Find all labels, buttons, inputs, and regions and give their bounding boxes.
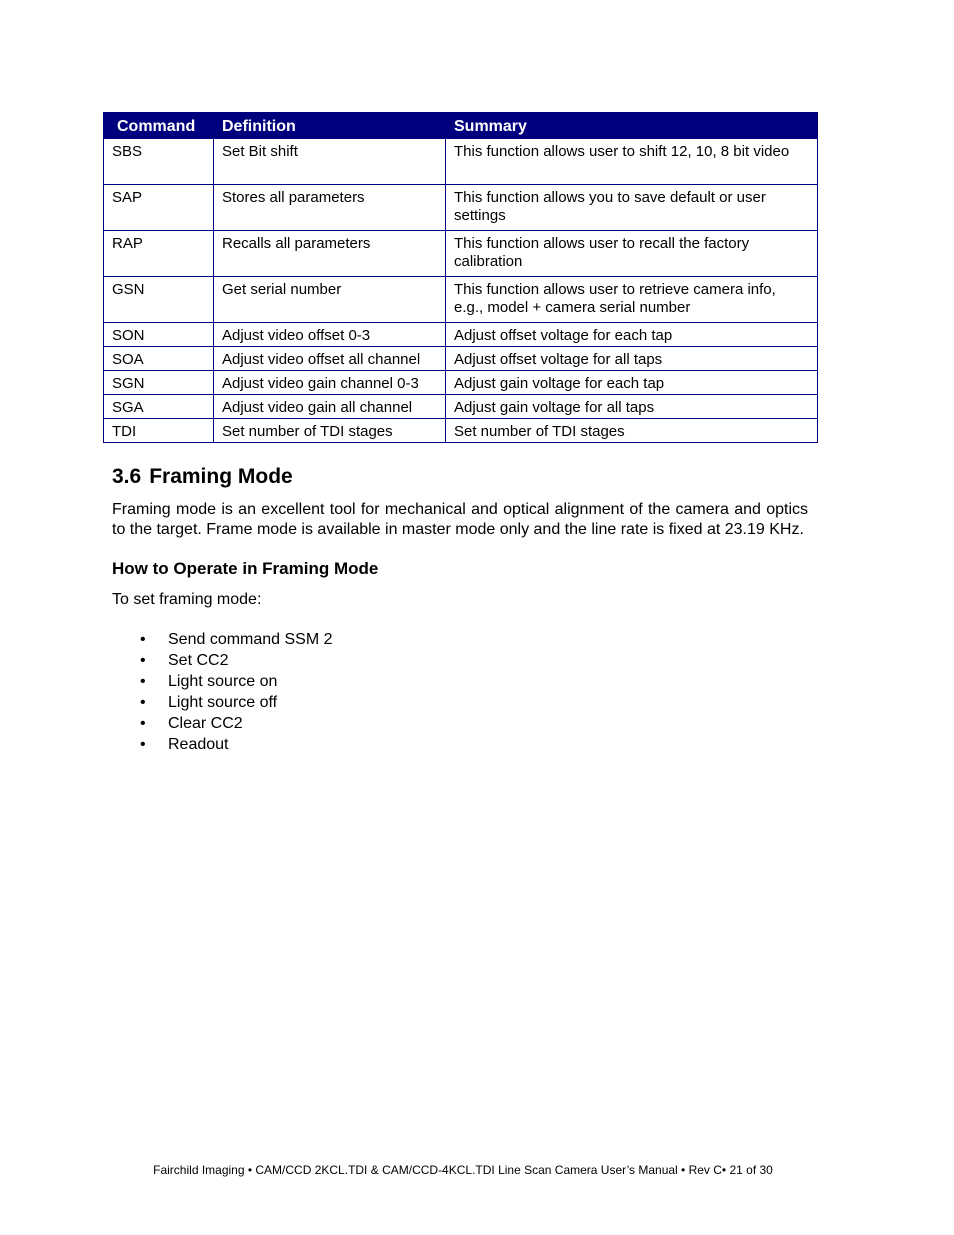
table-row: [104, 231, 818, 277]
table-row: [104, 347, 818, 371]
steps-list: [140, 629, 333, 755]
cell-summary: This function allows you to save default or user settings: [446, 185, 818, 231]
section-title: Framing Mode: [149, 465, 293, 488]
cell-definition: Adjust video gain all channel: [214, 395, 446, 419]
cell-command: SAP: [104, 185, 214, 231]
cell-command: SON: [104, 323, 214, 347]
bullet-icon: •: [140, 631, 146, 648]
bullet-icon: •: [140, 694, 146, 711]
table-row: [104, 323, 818, 347]
step-text: Clear CC2: [168, 715, 243, 732]
list-item: [140, 734, 333, 755]
header-summary: Summary: [446, 113, 818, 139]
cell-definition: Adjust video offset 0-3: [214, 323, 446, 347]
list-item: [140, 629, 333, 650]
table-row: [104, 419, 818, 443]
steps-intro: To set framing mode:: [112, 591, 262, 608]
section-paragraph: Framing mode is an excellent tool for mechanical and optical alignment of the camera and optics to the target. Frame mode is available in master mode only and the line rate is fixed at 23.19 KHz.: [112, 501, 808, 538]
header-definition: Definition: [214, 113, 446, 139]
cell-command: SBS: [104, 139, 214, 185]
cell-summary: Adjust gain voltage for each tap: [446, 371, 818, 395]
cell-command: RAP: [104, 231, 214, 277]
table-row: [104, 371, 818, 395]
bullet-icon: •: [140, 736, 146, 753]
list-item: [140, 713, 333, 734]
cell-definition: Get serial number: [214, 277, 446, 323]
cell-command: TDI: [104, 419, 214, 443]
step-text: Set CC2: [168, 652, 229, 669]
bullet-icon: •: [140, 673, 146, 690]
cell-summary: Adjust gain voltage for all taps: [446, 395, 818, 419]
table-row: [104, 277, 818, 323]
cell-command: SOA: [104, 347, 214, 371]
cell-definition: Set number of TDI stages: [214, 419, 446, 443]
command-table: [103, 112, 818, 443]
table-row: [104, 395, 818, 419]
cell-command: GSN: [104, 277, 214, 323]
cell-summary: Adjust offset voltage for all taps: [446, 347, 818, 371]
cell-definition: Recalls all parameters: [214, 231, 446, 277]
list-item: [140, 650, 333, 671]
cell-command: SGN: [104, 371, 214, 395]
bullet-icon: •: [140, 652, 146, 669]
cell-definition: Set Bit shift: [214, 139, 446, 185]
page-footer: Fairchild Imaging • CAM/CCD 2KCL.TDI & CAM/CCD-4KCL.TDI Line Scan Camera User’s Manual • Rev C• 21 of 30: [153, 1163, 773, 1177]
cell-summary: Set number of TDI stages: [446, 419, 818, 443]
step-text: Light source on: [168, 673, 278, 690]
cell-summary: This function allows user to shift 12, 10, 8 bit video: [446, 139, 818, 185]
step-text: Light source off: [168, 694, 278, 711]
step-text: Readout: [168, 736, 229, 753]
section-heading: [112, 464, 293, 490]
table-row: [104, 139, 818, 185]
cell-summary: This function allows user to retrieve camera info, e.g., model + camera serial number: [446, 277, 818, 323]
cell-command: SGA: [104, 395, 214, 419]
cell-definition: Stores all parameters: [214, 185, 446, 231]
cell-summary: This function allows user to recall the factory calibration: [446, 231, 818, 277]
bullet-icon: •: [140, 715, 146, 732]
table-row: [104, 185, 818, 231]
cell-definition: Adjust video offset all channel: [214, 347, 446, 371]
cell-definition: Adjust video gain channel 0-3: [214, 371, 446, 395]
step-text: Send command SSM 2: [168, 631, 333, 648]
list-item: [140, 671, 333, 692]
section-number: 3.6: [112, 465, 142, 488]
subsection-heading: How to Operate in Framing Mode: [112, 559, 379, 578]
header-command: Command: [104, 113, 214, 139]
list-item: [140, 692, 333, 713]
cell-summary: Adjust offset voltage for each tap: [446, 323, 818, 347]
table-header-row: [104, 113, 818, 139]
